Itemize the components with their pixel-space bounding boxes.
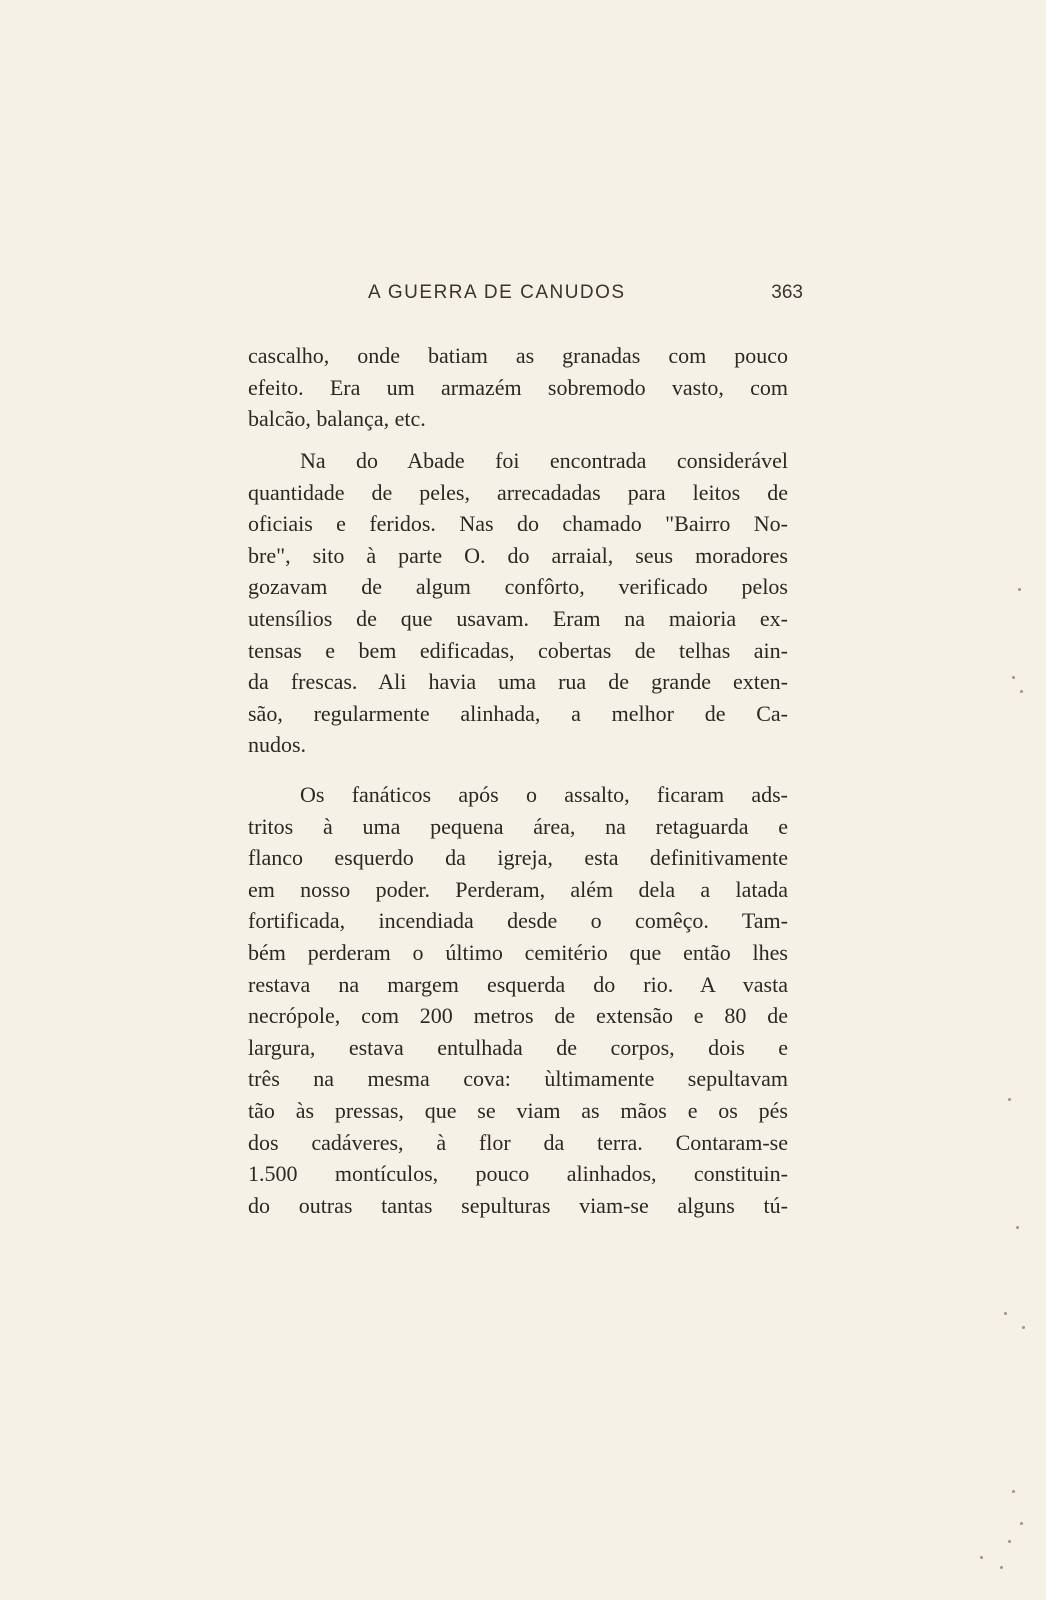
paragraph-3 — [248, 779, 788, 1221]
text-line: bém perderam o último cemitério que então lhes — [248, 939, 788, 965]
text-line: tensas e bem edificadas, cobertas de telhas ain- — [248, 637, 788, 663]
text-line: tão às pressas, que se viam as mãos e os pés — [248, 1097, 788, 1123]
running-title: A GUERRA DE CANUDOS — [368, 282, 626, 303]
text-line: Na do Abade foi encontrada considerável — [300, 448, 788, 473]
text-line: oficiais e feridos. Nas do chamado "Bairro No- — [248, 511, 788, 537]
text-line: nudos. — [248, 732, 307, 758]
text-line: gozavam de algum confôrto, verificado pelos — [248, 574, 788, 600]
text-line: dos cadáveres, à flor da terra. Contaram-se — [248, 1129, 788, 1155]
text-line: tritos à uma pequena área, na retaguarda e — [248, 813, 788, 839]
text-line: três na mesma cova: ùltimamente sepultavam — [248, 1066, 788, 1092]
text-line: necrópole, com 200 metros de extensão e 80 de — [248, 1003, 788, 1029]
text-line: são, regularmente alinhada, a melhor de Ca- — [248, 700, 788, 726]
text-line: flanco esquerdo da igreja, esta definitivamente — [248, 845, 788, 871]
text-line: restava na margem esquerda do rio. A vasta — [248, 971, 788, 997]
text-line: largura, estava entulhada de corpos, dois e — [248, 1034, 788, 1060]
text-line: bre", sito à parte O. do arraial, seus moradores — [248, 542, 788, 568]
text-line: Os fanáticos após o assalto, ficaram ads- — [300, 782, 788, 807]
text-line: efeito. Era um armazém sobremodo vasto, com — [248, 374, 788, 400]
page-number: 363 — [771, 282, 803, 303]
paragraph-1 — [248, 340, 788, 435]
text-line: em nosso poder. Perderam, além dela a latada — [248, 876, 788, 902]
text-line: 1.500 montículos, pouco alinhados, constituin- — [248, 1161, 788, 1187]
text-line: do outras tantas sepulturas viam-se alguns tú- — [248, 1192, 788, 1218]
page-header — [248, 282, 803, 312]
text-line: fortificada, incendiada desde o comêço. Tam- — [248, 908, 788, 934]
text-line: cascalho, onde batiam as granadas com pouco — [248, 343, 788, 368]
paragraph-2 — [248, 445, 788, 761]
text-line: da frescas. Ali havia uma rua de grande exten- — [248, 669, 788, 695]
text-line: utensílios de que usavam. Eram na maioria ex- — [248, 605, 788, 631]
text-line: balcão, balança, etc. — [248, 406, 426, 432]
text-line: quantidade de peles, arrecadadas para leitos de — [248, 479, 788, 505]
